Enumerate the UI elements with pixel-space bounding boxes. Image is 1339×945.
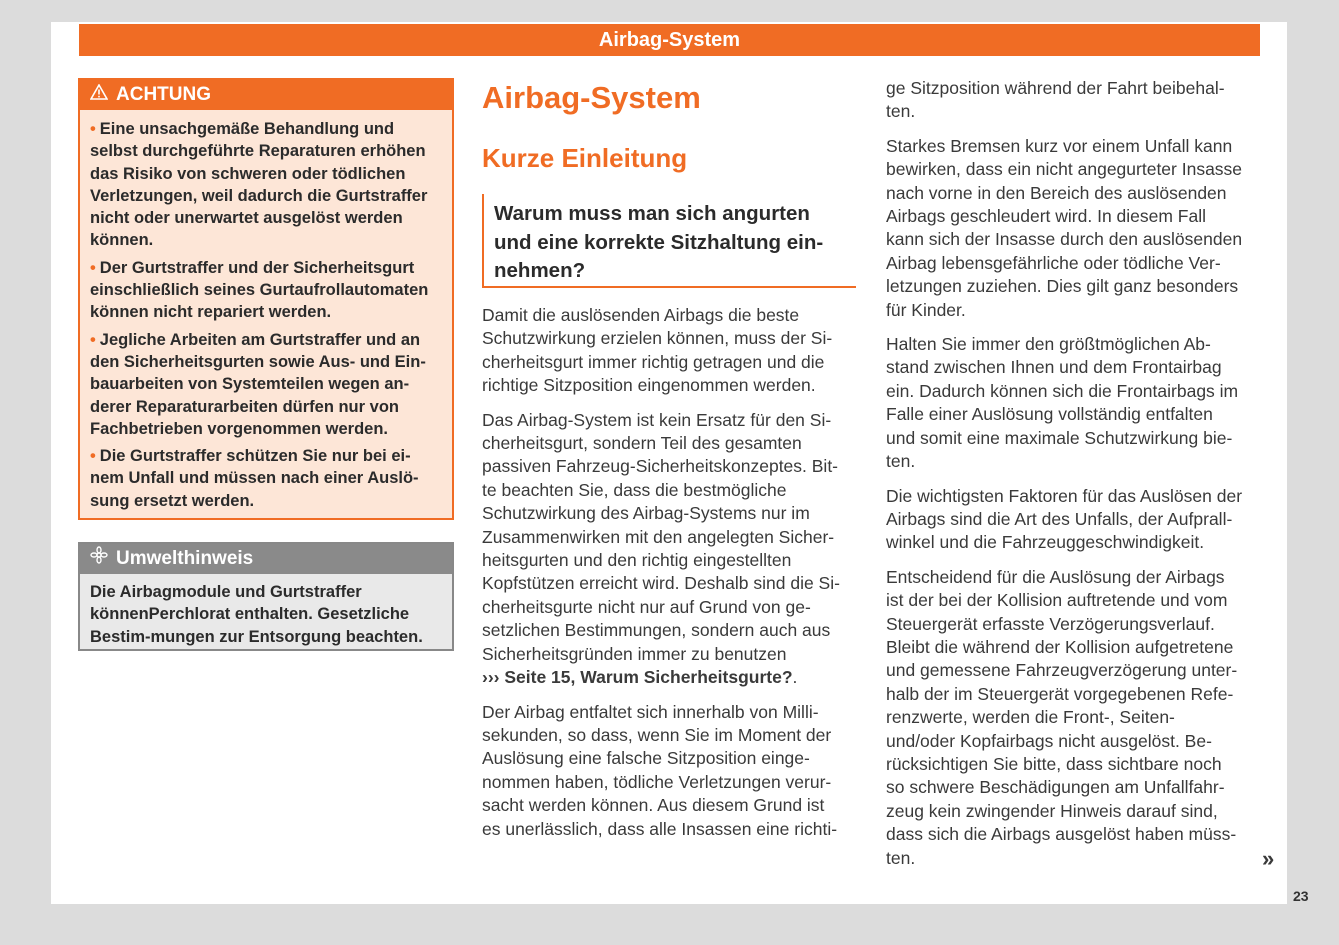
warning-line-text: bauarbeiten von Systemteilen wegen an- — [90, 375, 410, 394]
bullet-icon: • — [90, 330, 96, 349]
cross-reference-line — [482, 666, 862, 689]
paragraph-line: so schwere Beschädigungen am Unfallfahr- — [886, 777, 1225, 798]
paragraph-line: cherheitsgurt immer richtig getragen und die — [482, 351, 825, 372]
paragraph-line: Das Airbag-System ist kein Ersatz für den Si- — [482, 409, 832, 430]
warning-line — [90, 257, 442, 279]
paragraph-line: Entscheidend für die Auslösung der Airbags — [886, 566, 1225, 587]
warning-line-text: den Sicherheitsgurten sowie Aus- und Ein- — [90, 352, 426, 371]
paragraph-line: und somit eine maximale Schutzwirkung bie- — [886, 427, 1233, 448]
body-paragraph — [482, 409, 862, 690]
body-paragraph — [886, 485, 1266, 555]
environment-note-line: Perchlorat enthalten. Gesetzliche Bestim- — [90, 605, 410, 646]
paragraph-line: rücksichtigen Sie bitte, dass sichtbare noch — [886, 753, 1222, 774]
paragraph-line: nommen haben, tödliche Verletzungen verur- — [482, 771, 832, 792]
body-paragraph — [886, 135, 1266, 322]
continue-marker: » — [1262, 846, 1275, 871]
subsection-heading: Kurze Einleitung — [482, 143, 688, 173]
warning-line-text: das Risiko von schweren oder tödlichen — [90, 164, 406, 183]
paragraph-line: ist der bei der Kollision auftretende und vom — [886, 590, 1228, 611]
warning-list-item — [90, 329, 442, 440]
warning-line-text: Fachbetrieben vorgenommen werden. — [90, 419, 388, 438]
warning-line-text: Verletzungen, weil dadurch die Gurtstraffer — [90, 186, 428, 205]
paragraph-line: ein. Dadurch können sich die Frontairbags im — [886, 380, 1239, 401]
warning-line-text: selbst durchgeführte Reparaturen erhöhen — [90, 142, 426, 161]
warning-line — [90, 490, 442, 512]
environment-note-box — [78, 542, 454, 651]
right-text-column — [886, 77, 1266, 881]
paragraph-line: Airbags geschleudert wird. In diesem Fall — [886, 206, 1207, 227]
paragraph-line: Halten Sie immer den größtmöglichen Ab- — [886, 334, 1211, 355]
warning-line — [90, 140, 442, 162]
paragraph-line: Bleibt die während der Kollision aufgetretene — [886, 636, 1234, 657]
paragraph-line: dass sich die Airbags ausgelöst haben müss- — [886, 824, 1237, 845]
environment-note-line: Die Airbagmodule und Gurtstraffer können — [90, 583, 362, 624]
paragraph-line: ten. — [886, 847, 916, 868]
environment-note-line: mungen zur Entsorgung beachten. — [150, 627, 423, 646]
page-number: 23 — [1293, 888, 1309, 904]
warning-body — [80, 110, 452, 512]
warning-title: ACHTUNG — [116, 84, 211, 105]
chapter-header: Airbag-System — [79, 24, 1260, 56]
paragraph-line: es unerlässlich, dass alle Insassen eine richti- — [482, 818, 838, 839]
flower-icon — [90, 544, 108, 574]
bullet-icon: • — [90, 120, 96, 138]
paragraph-line: letzungen zuziehen. Dies gilt ganz besonders — [886, 276, 1239, 297]
body-paragraph — [886, 566, 1266, 870]
warning-line — [90, 301, 442, 323]
body-paragraph — [886, 333, 1266, 473]
warning-line-text: derer Reparaturarbeiten dürfen nur von — [90, 397, 399, 416]
paragraph-line: heitsgurten und den richtig eingestellten — [482, 550, 792, 571]
paragraph-line: renzwerte, werden die Front-, Seiten- — [886, 707, 1175, 728]
paragraph-line: halb der im Steuergerät vorgegebenen Refe- — [886, 683, 1234, 704]
paragraph-line: Steuergerät erfasste Verzögerungsverlauf. — [886, 613, 1215, 634]
paragraph-line: ten. — [886, 451, 916, 472]
warning-line — [90, 396, 442, 418]
warning-line — [90, 185, 442, 207]
paragraph-line: Zusammenwirken mit den angelegten Sicher- — [482, 526, 835, 547]
paragraph-line: richtige Sitzposition eingenommen werden. — [482, 375, 816, 396]
warning-box — [78, 78, 454, 520]
body-paragraph — [886, 77, 1266, 124]
paragraph-line: nach vorne in den Bereich des auslösenden — [886, 182, 1227, 203]
paragraph-line: te beachten Sie, dass die bestmögliche — [482, 479, 787, 500]
warning-line — [90, 373, 442, 395]
paragraph-line: stand zwischen Ihnen und dem Frontairbag — [886, 357, 1222, 378]
warning-line-text: nem Unfall und müssen nach einer Auslö- — [90, 469, 419, 488]
warning-line — [90, 467, 442, 489]
paragraph-line: setzlichen Bestimmungen, sondern auch aus — [482, 620, 831, 641]
warning-line — [90, 207, 442, 229]
paragraph-line: Kopfstützen erreicht wird. Deshalb sind die Si- — [482, 573, 840, 594]
question-line: Warum muss man sich angurten — [494, 202, 810, 225]
paragraph-line: Starkes Bremsen kurz vor einem Unfall kann — [886, 135, 1233, 156]
warning-line — [90, 418, 442, 440]
warning-line-text: sung ersetzt werden. — [90, 491, 255, 510]
bullet-icon: • — [90, 258, 96, 277]
environment-note-body — [80, 574, 452, 648]
paragraph-line: für Kinder. — [886, 299, 966, 320]
warning-line-text: einschließlich seines Gurtaufrollautomaten — [90, 281, 429, 300]
warning-line-text: nicht oder unerwartet ausgelöst werden — [90, 209, 403, 228]
paragraph-line: ge Sitzposition während der Fahrt beibehal- — [886, 78, 1225, 98]
paragraph-line: cherheitsgurte nicht nur auf Grund von ge- — [482, 596, 811, 617]
cross-reference-link[interactable]: ››› Seite 15, Warum Sicherheitsgurte? — [482, 667, 793, 688]
warning-header — [80, 80, 452, 110]
warning-line — [90, 118, 442, 140]
warning-line — [90, 279, 442, 301]
question-line: nehmen? — [494, 259, 586, 282]
environment-note-header — [80, 544, 452, 574]
environment-note-title: Umwelthinweis — [116, 548, 254, 569]
paragraph-line: Falle einer Auslösung vollständig entfalten — [886, 404, 1213, 425]
paragraph-line: Schutzwirkung erzielen können, muss der Si- — [482, 328, 833, 349]
warning-list-item — [90, 118, 442, 252]
middle-text-column — [482, 304, 862, 852]
body-paragraph — [482, 304, 862, 398]
warning-line-text: Der Gurtstraffer und der Sicherheitsgurt — [99, 258, 415, 277]
warning-line-text: Die Gurtstraffer schützen Sie nur bei ei- — [99, 447, 411, 466]
warning-line-text: Eine unsachgemäße Behandlung und — [99, 120, 395, 138]
paragraph-line: Sicherheitsgründen immer zu benutzen — [482, 643, 787, 664]
paragraph-line: und gemessene Fahrzeugverzögerung unter- — [886, 660, 1238, 681]
paragraph-line: kann sich der Insasse durch den auslösenden — [886, 229, 1243, 250]
paragraph-line: Die wichtigsten Faktoren für das Auslösen der — [886, 485, 1243, 506]
question-heading-box — [482, 194, 856, 288]
warning-line-text: Jegliche Arbeiten am Gurtstraffer und an — [99, 330, 421, 349]
warning-list-item — [90, 445, 442, 512]
question-line: und eine korrekte Sitzhaltung ein- — [494, 230, 824, 254]
paragraph-line: zeug kein zwingender Hinweis darauf sind, — [886, 800, 1218, 821]
warning-line — [90, 163, 442, 185]
paragraph-line: sekunden, so dass, wenn Sie im Moment der — [482, 724, 832, 745]
warning-line — [90, 229, 442, 251]
paragraph-line: sacht werden können. Aus diesem Grund ist — [482, 795, 825, 816]
paragraph-line: cherheitsgurt, sondern Teil des gesamten — [482, 433, 802, 454]
paragraph-line: Airbag lebensgefährliche oder tödliche Ver- — [886, 252, 1221, 273]
paragraph-line: und/oder Kopfairbags nicht ausgelöst. Be- — [886, 730, 1212, 751]
bullet-icon: • — [90, 447, 96, 466]
paragraph-line: passiven Fahrzeug-Sicherheitskonzeptes. Bit- — [482, 456, 839, 477]
section-heading: Airbag-System — [482, 80, 701, 115]
paragraph-line: winkel und die Fahrzeuggeschwindigkeit. — [886, 532, 1205, 553]
warning-triangle-icon — [90, 80, 108, 110]
warning-line — [90, 351, 442, 373]
paragraph-line: Auslösung eine falsche Sitzposition einge- — [482, 748, 810, 769]
cross-reference-tail: . — [792, 667, 798, 688]
paragraph-line: ten. — [886, 101, 916, 122]
paragraph-line: Airbags sind die Art des Unfalls, der Aufprall- — [886, 508, 1233, 529]
warning-list-item — [90, 257, 442, 324]
warning-line — [90, 445, 442, 467]
paragraph-line: Schutzwirkung des Airbag-Systems nur im — [482, 503, 810, 524]
paragraph-line: Der Airbag entfaltet sich innerhalb von Milli- — [482, 701, 819, 722]
paragraph-line: Damit die auslösenden Airbags die beste — [482, 305, 800, 325]
warning-line — [90, 329, 442, 351]
warning-line-text: können. — [90, 231, 154, 250]
warning-line-text: können nicht repariert werden. — [90, 303, 332, 322]
body-paragraph — [482, 701, 862, 841]
paragraph-line: bewirken, dass ein nicht angegurteter Insasse — [886, 159, 1243, 180]
